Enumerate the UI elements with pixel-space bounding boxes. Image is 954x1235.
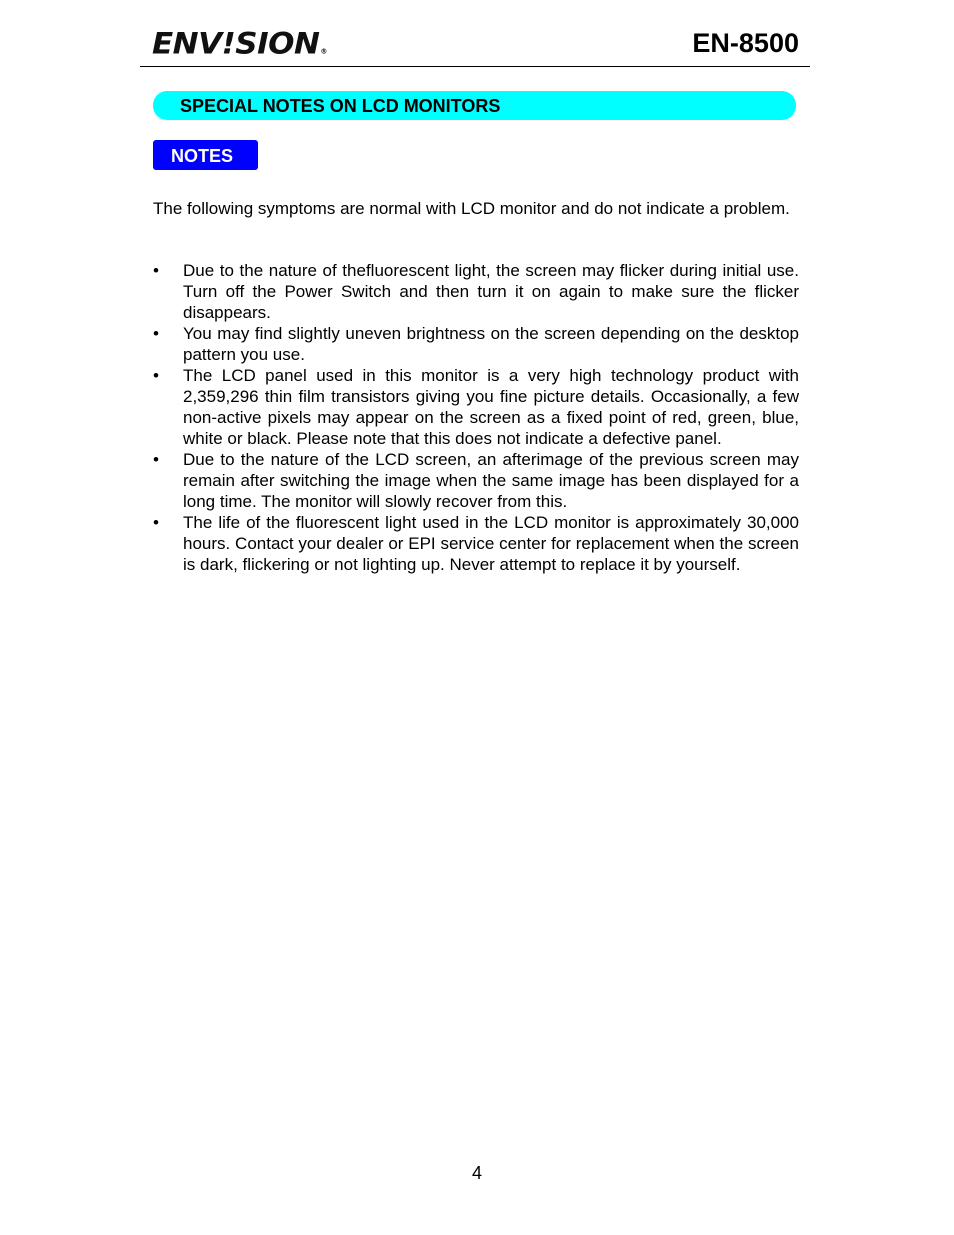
list-item [153,365,799,449]
list-item-text: The LCD panel used in this monitor is a very high technology product with 2,359,296 thin film transistors giving you fine picture details. Occasionally, a few non-active pixels may appear on the screen as a fixed point of red, green, blue, white or black. Please note that this does not indicate a defective panel. [183,366,799,448]
list-item-text: The life of the fluorescent light used in the LCD monitor is approximately 30,000 hours. Contact your dealer or EPI service center for replacement when the screen is dark, flickering or not lighting up. Never attempt to replace it by yourself. [183,513,799,574]
bullet-icon: • [153,366,159,385]
section-title-bar [153,91,796,120]
list-item [153,512,799,575]
bullet-icon: • [153,261,159,280]
envision-logo [152,27,327,61]
section-title: SPECIAL NOTES ON LCD MONITORS [180,96,501,116]
list-item [153,260,799,323]
intro-paragraph: The following symptoms are normal with LCD monitor and do not indicate a problem. [153,199,790,218]
list-item-text: Due to the nature of thefluorescent light, the screen may flicker during initial use. Turn off the Power Switch and then turn it on again to make sure the flicker disappears. [183,261,799,322]
model-number: EN-8500 [692,28,799,58]
logo-text: ENV!SION [152,26,320,62]
bullet-icon: • [153,450,159,469]
list-item-text: Due to the nature of the LCD screen, an afterimage of the previous screen may remain after switching the image when the same image has been displayed for a long time. The monitor will slowly recover from this. [183,450,799,511]
list-item [153,449,799,512]
notes-label: NOTES [171,146,234,166]
page-number: 4 [471,1163,482,1183]
notes-list [153,260,799,575]
bullet-icon: • [153,513,159,532]
notes-label-box [153,140,258,170]
registered-mark: ® [320,47,327,56]
page-header [140,22,810,67]
bullet-icon: • [153,324,159,343]
list-item [153,323,799,365]
list-item-text: You may find slightly uneven brightness on the screen depending on the desktop pattern you use. [183,324,799,364]
